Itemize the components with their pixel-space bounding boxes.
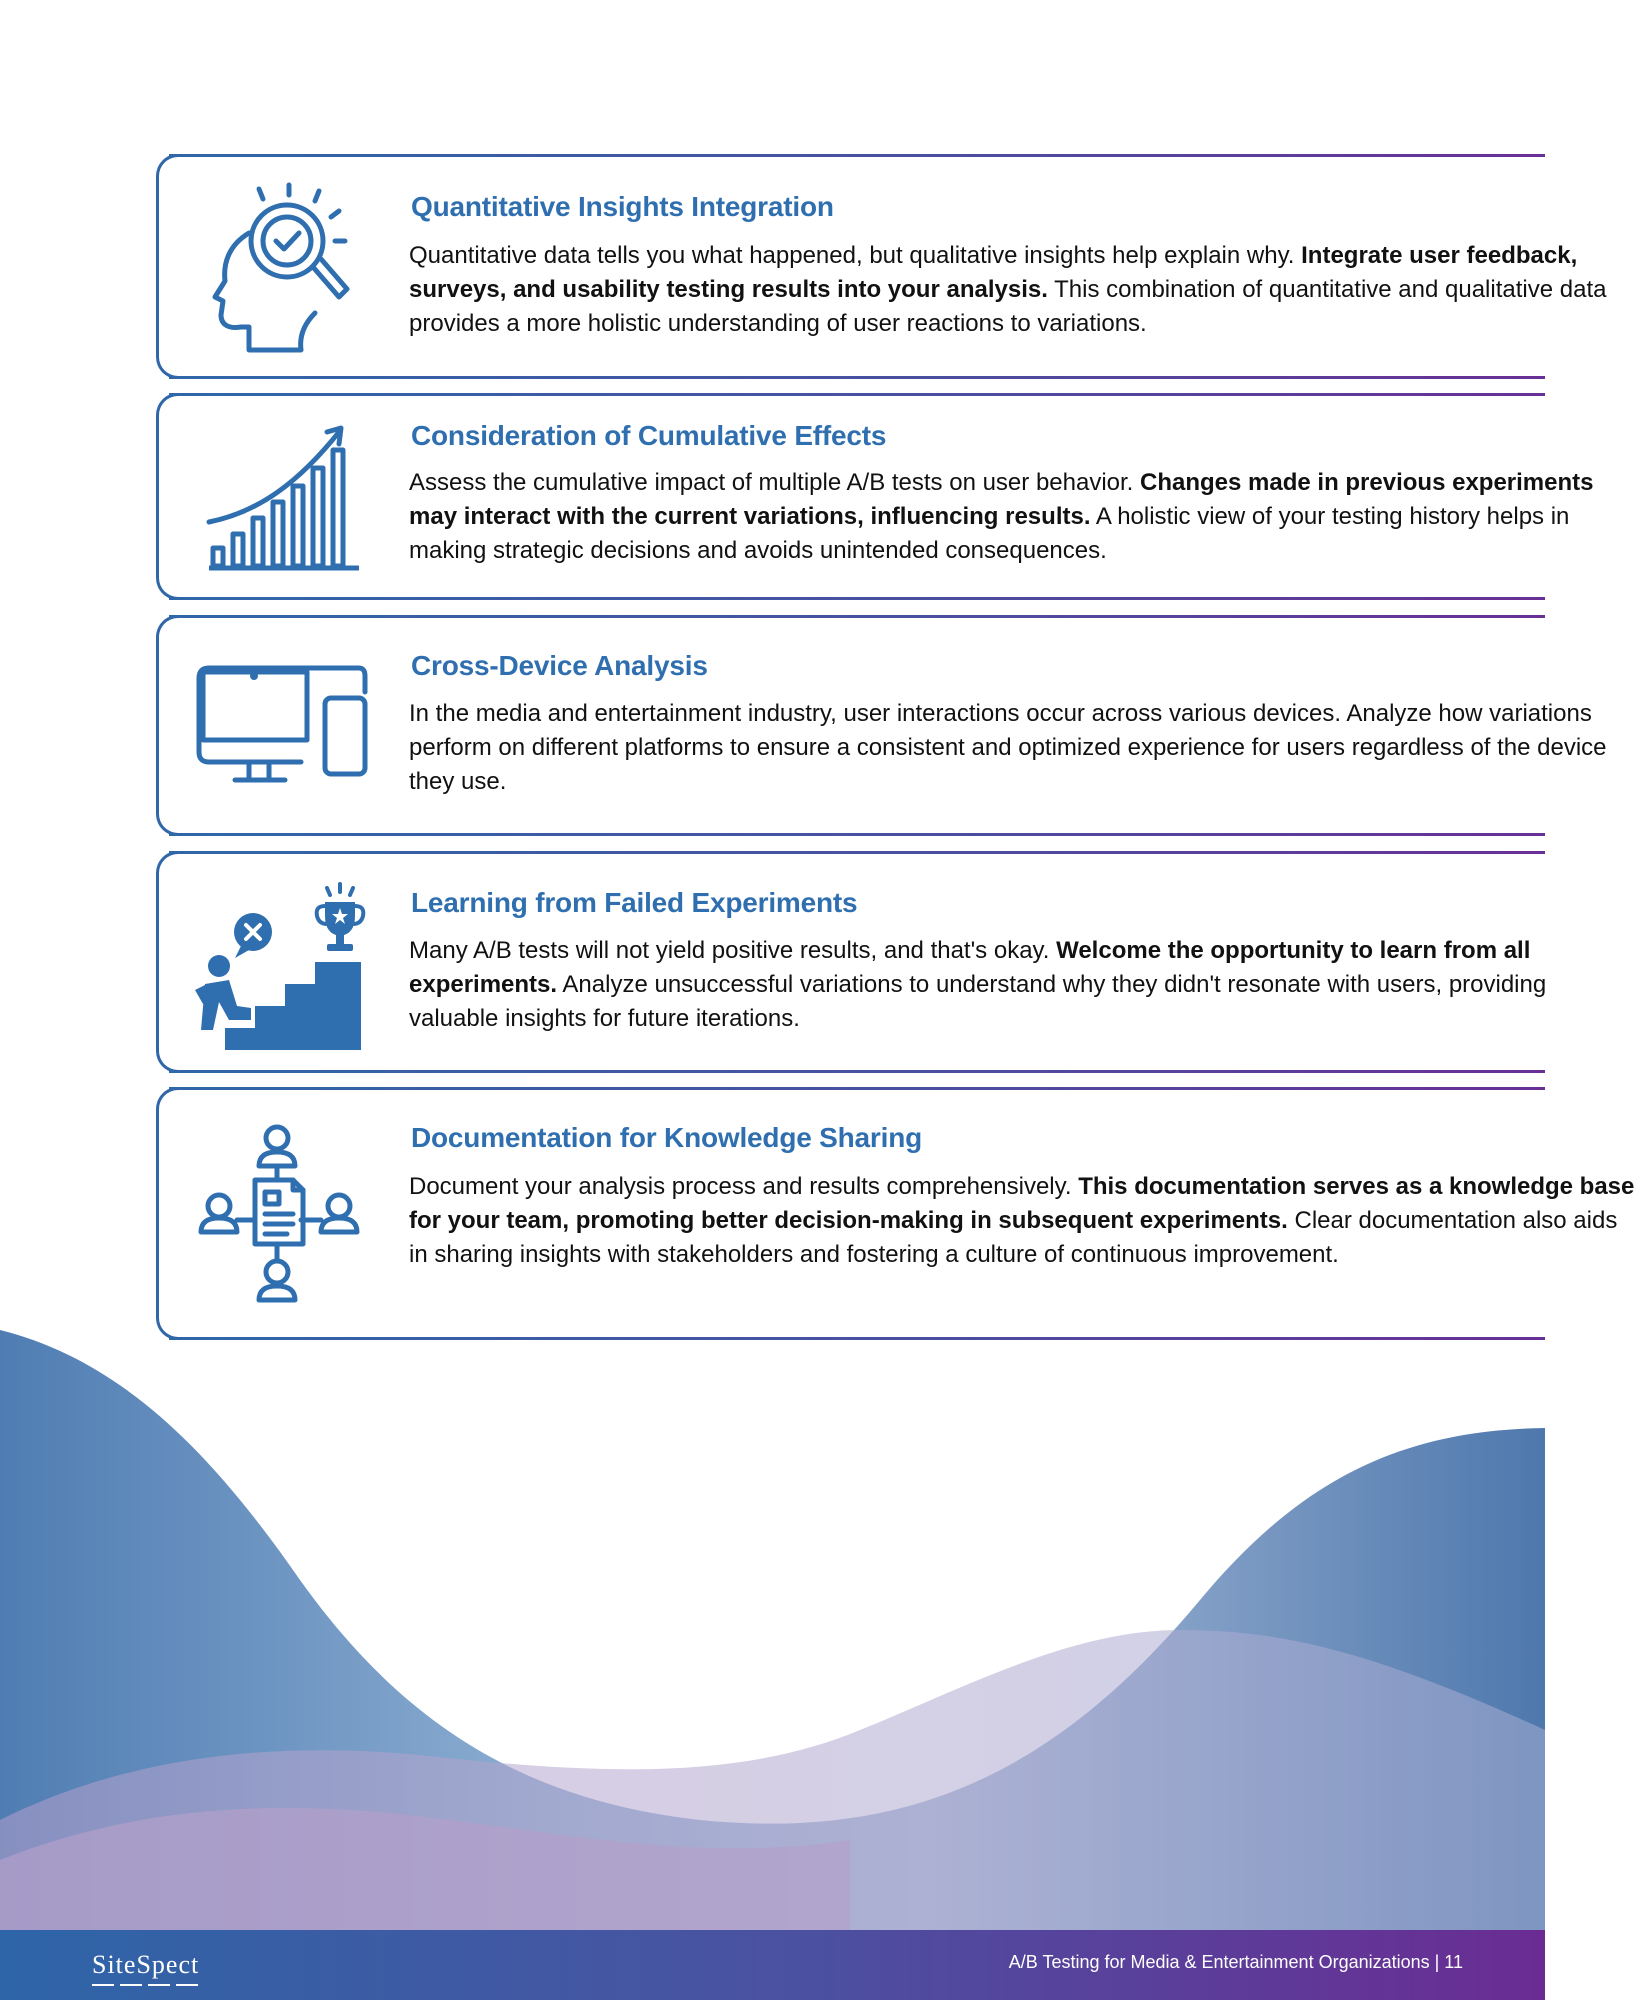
desktop-and-phone-icon xyxy=(189,662,379,792)
card-cumulative-effects xyxy=(156,393,1594,600)
card-quantitative-insights xyxy=(156,154,1607,379)
card-body: Quantitative data tells you what happened, but qualitative insights help explain why. Integrate user feedback, surveys, and usability testing results into your analysis. This combination of quantitative and qualitative data provides a more holistic understanding of user reactions to variations. xyxy=(409,242,1607,337)
card-body: Many A/B tests will not yield positive results, and that's okay. Welcome the opportunity to learn from all experiments. Analyze unsuccessful variations to understand why they didn't resonate with users, providing valuable insights for future iterations. xyxy=(409,937,1547,1032)
logo-underline xyxy=(92,1984,198,1986)
sitespect-logo: SiteSpect xyxy=(92,1950,200,1979)
document-title-page-number: A/B Testing for Media & Entertainment Organizations | 11 xyxy=(1008,1952,1463,1972)
card-heading: Learning from Failed Experiments xyxy=(411,887,858,918)
card-cross-device xyxy=(156,615,1607,836)
card-body: Document your analysis process and results comprehensively. This documentation serves as a knowledge base for your team, promoting better decision-making in subsequent experiments. Clear documentation also aids in sharing insights with stakeholders and fostering a culture of continuous improvement. xyxy=(409,1173,1635,1268)
growth-bar-chart-icon xyxy=(189,422,379,572)
footer-bar xyxy=(0,1930,1545,2000)
card-body: In the media and entertainment industry, user interactions occur across various devices. Analyze how variations perform on different platforms to ensure a consistent and optimized experience for users regardless of the device they use. xyxy=(409,700,1607,795)
card-body: Assess the cumulative impact of multiple A/B tests on user behavior. Changes made in previous experiments may interact with the current variations, influencing results. A holistic view of your testing history helps in making strategic decisions and avoids unintended consequences. xyxy=(409,469,1594,564)
stairs-to-trophy-icon xyxy=(189,880,379,1050)
shared-document-network-icon xyxy=(189,1122,379,1307)
background-waves xyxy=(0,1300,1545,1930)
card-documentation-sharing xyxy=(156,1087,1635,1340)
card-heading: Consideration of Cumulative Effects xyxy=(411,420,887,451)
card-heading: Cross-Device Analysis xyxy=(411,650,708,681)
head-magnifier-check-icon xyxy=(189,185,379,355)
card-failed-experiments xyxy=(156,851,1545,1073)
card-heading: Documentation for Knowledge Sharing xyxy=(411,1122,923,1153)
card-heading: Quantitative Insights Integration xyxy=(411,191,834,222)
